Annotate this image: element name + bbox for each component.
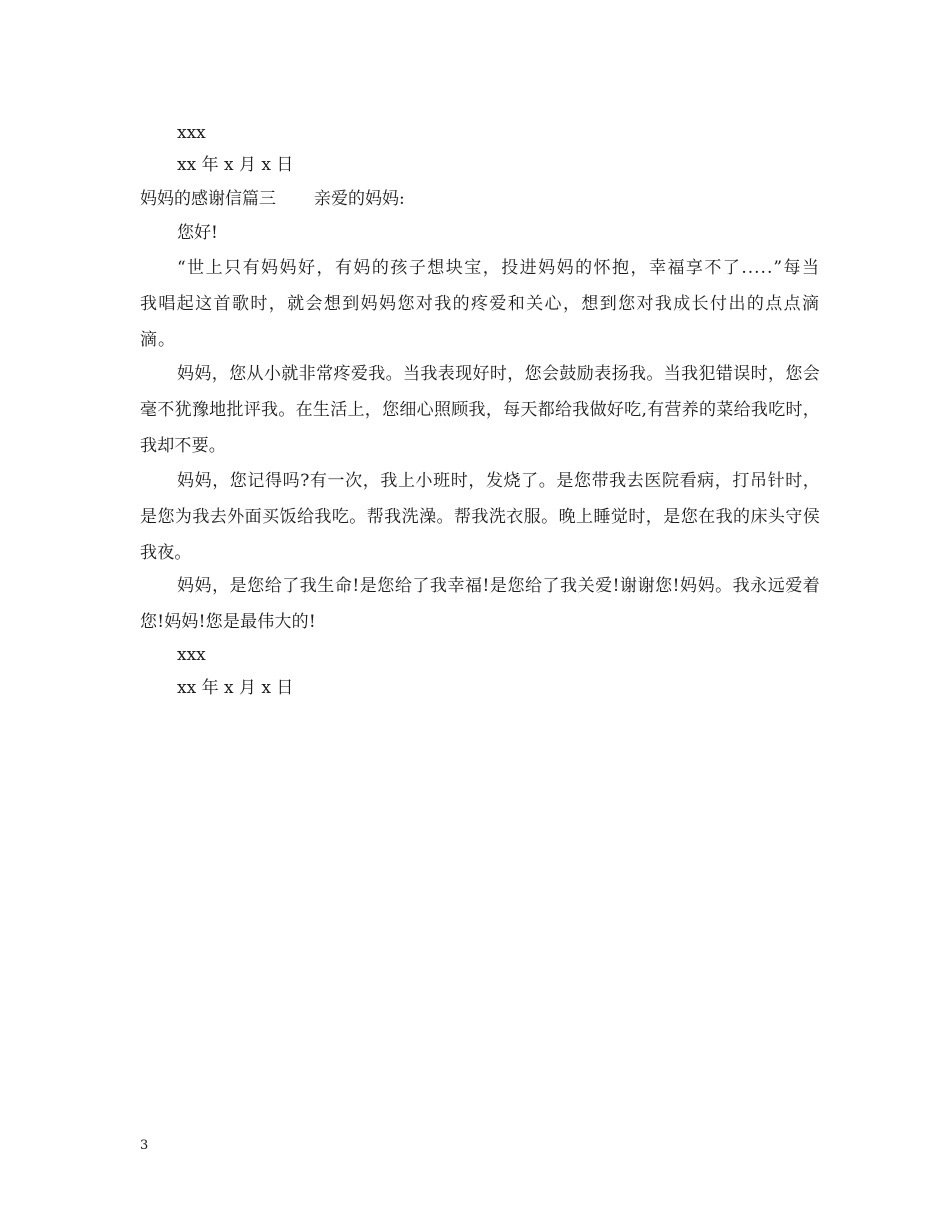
previous-letter-signature: xxx: [177, 123, 206, 143]
letter-paragraph-2: 妈妈，您从小就非常疼爱我。当我表现好时，您会鼓励表扬我。当我犯错误时，您会毫不犹豫地批评我。在生活上，您细心照顾我，每天都给我做好吃,有营养的菜给我吃时，我却不要。: [140, 364, 820, 456]
letter-paragraph-1: “世上只有妈妈好，有妈的孩子想块宝，投进妈妈的怀抱，幸福享不了.....”每当我唱起这首歌时，就会想到妈妈您对我的疼爱和关心，想到您对我成长付出的点点滴滴。: [140, 258, 820, 350]
letter-heading-line: [140, 188, 405, 210]
letter-paragraph-4: 妈妈，是您给了我生命!是您给了我幸福!是您给了我关爱!谢谢您!妈妈。我永远爱着您!妈妈!您是最伟大的!: [140, 576, 820, 632]
page-number: 3: [140, 1138, 149, 1153]
letter-signature: xxx: [177, 645, 206, 665]
letter-paragraph-3: 妈妈，您记得吗?有一次，我上小班时，发烧了。是您带我去医院看病，打吊针时，是您为我去外面买饭给我吃。帮我洗澡。帮我洗衣服。晚上睡觉时，是您在我的床头守侯我夜。: [140, 471, 820, 563]
previous-letter-date: xx 年 x 月 x 日: [177, 155, 294, 175]
letter-greeting: 您好!: [177, 223, 218, 243]
letter-date: xx 年 x 月 x 日: [177, 678, 294, 698]
letter-heading: 妈妈的感谢信篇三: [140, 189, 276, 209]
letter-salutation: 亲爱的妈妈:: [314, 189, 405, 209]
